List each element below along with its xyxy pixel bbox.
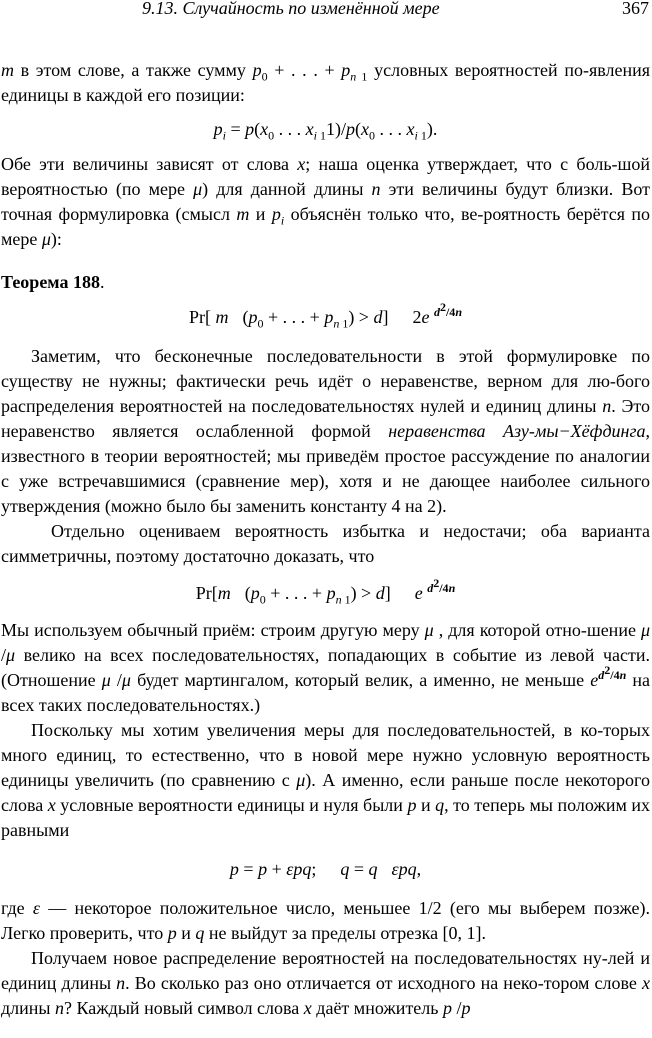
running-head [0, 0, 652, 22]
paragraph-1: m в этом слове, а также сумму $p_0$ + . . . + $p_{n 1}$ условных вероятностей по-явления единицы в каждой его позиции: [1, 60, 651, 105]
theorem-formula: Pr[ m ($p_0$ + . . . + $p_{n 1}) > d$] 2e $^{d^2/4n}$ [189, 300, 462, 331]
theorem-heading: Теорема 188. [1, 272, 105, 292]
page-body [1, 58, 650, 1021]
formula-pi: $p_i = p(x_0$ . . . $x_{i 1}1)/p(x_0$ . . . $x_{i 1}$). [213, 119, 438, 143]
formula-one-sided: Pr[m ($p_0$ + . . . + $p_{n 1}) > d$] e $^{d^2/4n}$ [195, 576, 456, 607]
paragraph-2: Обе эти величины зависят от слова x; наша оценка утверждает, что с боль-шой вероятностью (по мере μ) для данной длины n эти величины будут близки. Вот точная формулировка (смысл m и $p_i$ объяснён только что, ве-роятность берётся по мере μ): [1, 154, 651, 249]
page-number: 367 [622, 0, 649, 18]
paragraph-6: Поскольку мы хотим увеличения меры для последовательностей, в ко-торых много единиц, то естественно, что в новой мере нужно условную вероятность единицы увеличить (по сравнению с μ). А именно, если раньше после некоторого слова x условные вероятности единицы и нуля были p и q, то теперь мы положим их равными [1, 720, 650, 840]
paragraph-4: Отдельно оцениваем вероятность избытка и недостачи; оба варианта симметричны, поэтому достаточно доказать, что [1, 521, 650, 566]
paragraph-5: Мы используем обычный приём: строим другую меру μ , для которой отно-шение μ /μ велико на всех последовательностях, попадающих в событие из левой части. (Отношение μ /μ будет мартингалом, который велик, а именно, не меньше $e^{d^2/4n}$ на всех таких последовательностях.) [1, 620, 651, 715]
paragraph-3: Заметим, что бесконечные последовательности в этой формулировке по существу не нужны; фактически речь идёт о неравенстве, верном для лю-бого распределения вероятностей на последовательностях нулей и единиц длины n. Это неравенство является ослабленной формой неравенства Азу-мы−Хёфдинга, известного в теории вероятностей; мы приведём простое рассуждение по аналогии с уже встречавшимися (сравнение мер), хотя и не дающее наиболее сильного утверждения (можно было бы заменить константу 4 на 2). [1, 346, 651, 516]
paragraph-7: где ε — некоторое положительное число, меньшее 1/2 (его мы выберем позже). Легко проверить, что p и q не выйдут за пределы отрезка [0, 1]. [1, 898, 651, 943]
formula-new-probs: p = p + εpq; q = q εpq, [229, 859, 422, 879]
section-title: 9.13. Случайность по изменённой мере [142, 0, 440, 18]
paragraph-8: Получаем новое распределение вероятностей на последовательностях ну-лей и единиц длины n. Во сколько раз оно отличается от исходного на неко-тором слове x длины n? Каждый новый символ слова x даёт множитель p /p [1, 948, 650, 1018]
